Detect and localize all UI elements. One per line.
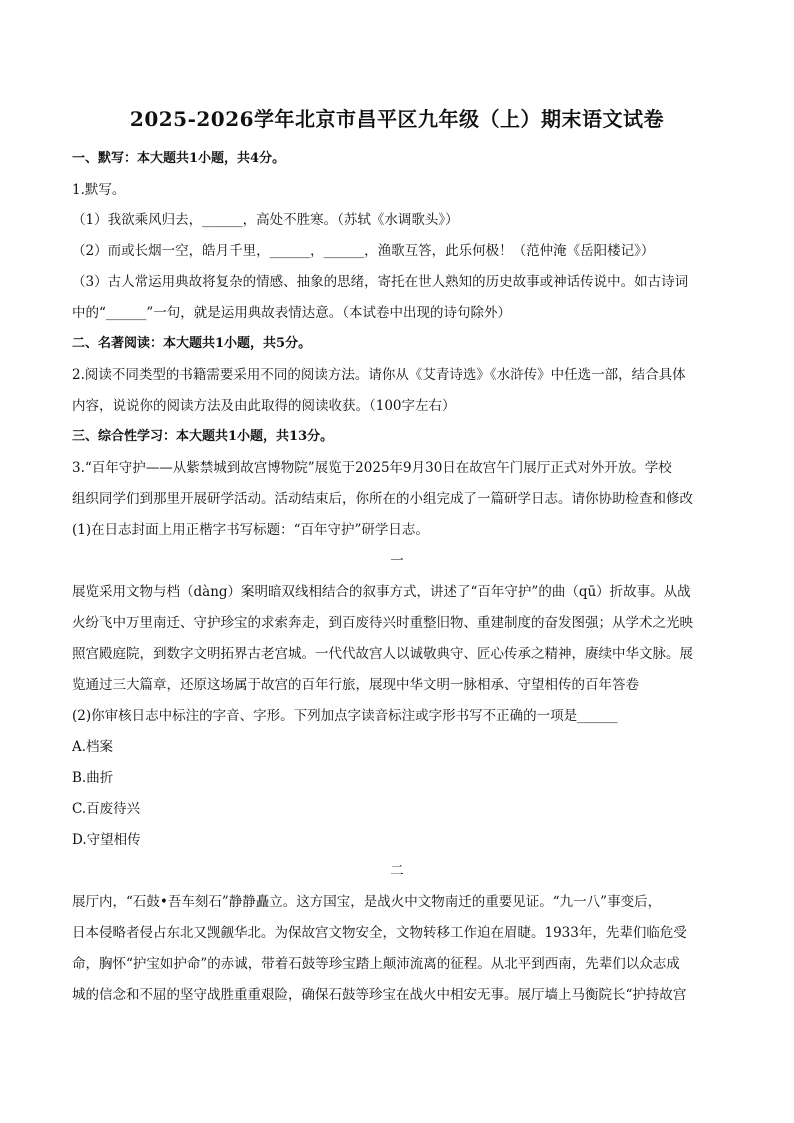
passage-paragraph-line: 照宫殿庭院，到数字文明拓界古老宫城。一代代故宫人以诚敬典守、匠心传承之精神，赓续中华文脉。展 [72, 646, 693, 662]
option-a: A.档案 [72, 739, 114, 755]
page-title: 2025-2026学年北京市昌平区九年级（上）期末语文试卷 [129, 107, 665, 131]
passage-section-two-heading: 二 [390, 863, 404, 879]
question-3-stem: 3.“百年守护——从紫禁城到故宫博物院”展览于2025年9月30日在故宫午门展厅正式对外开放。学校 [72, 460, 672, 476]
passage-paragraph-line: 展厅内，“石鼓•吾车刻石”静静矗立。这方国宝，是战火中文物南迁的重要见证。“九一八”事变后， [72, 894, 662, 910]
passage-section-one-heading: 一 [390, 553, 404, 569]
section-heading-3: 三、综合性学习：本大题共1小题，共13分。 [72, 429, 334, 444]
option-b: B.曲折 [72, 770, 114, 786]
section-heading-1: 一、默写：本大题共1小题，共4分。 [72, 151, 286, 166]
option-d: D.守望相传 [72, 832, 141, 848]
question-1-part-1: （1）我欲乘风归去，______，高处不胜寒。（苏轼《水调歌头》） [72, 212, 459, 228]
question-2-stem: 2.阅读不同类型的书籍需要采用不同的阅读方法。请你从《艾青诗选》《水浒传》中任选一部，结合具体 [72, 367, 686, 383]
question-3-part-1: (1)在日志封面上用正楷字书写标题：“百年守护”研学日志。 [72, 522, 429, 538]
passage-paragraph-line: 览通过三大篇章，还原这场属于故宫的百年行旅，展现中华文明一脉相承、守望相传的百年答卷 [72, 677, 639, 693]
passage-paragraph-line: 火纷飞中万里南迁、守护珍宝的求索奔走，到百废待兴时重整旧物、重建制度的奋发图强；从学术之光映 [72, 615, 693, 631]
passage-paragraph-line: 日本侵略者侵占东北又觊觎华北。为保故宫文物安全，文物转移工作迫在眉睫。1933年，先辈们临危受 [72, 925, 687, 941]
question-2-stem-cont: 内容，说说你的阅读方法及由此取得的阅读收获。（100字左右） [72, 398, 456, 414]
section-heading-2: 二、名著阅读：本大题共1小题，共5分。 [72, 336, 312, 351]
question-1-part-3-cont: 中的“______”一句，就是运用典故表情达意。（本试卷中出现的诗句除外） [72, 305, 512, 321]
question-1-part-3: （3）古人常运用典故将复杂的情感、抽象的思绪，寄托在世人熟知的历史故事或神话传说中。如古诗词 [72, 274, 689, 290]
option-c: C.百废待兴 [72, 801, 141, 817]
passage-paragraph-line: 展览采用文物与档（dàng）案明暗双线相结合的叙事方式，讲述了“百年守护”的曲（qū）折故事。从战 [72, 584, 691, 600]
passage-paragraph-line: 城的信念和不屈的坚守战胜重重艰险，确保石鼓等珍宝在战火中相安无事。展厅墙上马衡院长“护持故宫 [72, 987, 687, 1003]
question-1-part-2: （2）而或长烟一空，皓月千里，______，______，渔歌互答，此乐何极！（范仲淹《岳阳楼记》） [72, 243, 655, 259]
passage-paragraph-line: 命，胸怀“护宝如护命”的赤诚，带着石鼓等珍宝踏上颠沛流离的征程。从北平到西南，先辈们以众志成 [72, 956, 680, 972]
question-3-part-2: (2)你审核日志中标注的字音、字形。下列加点字读音标注或字形书写不正确的一项是______ [72, 708, 618, 724]
question-3-stem-cont: 组织同学们到那里开展研学活动。活动结束后，你所在的小组完成了一篇研学日志。请你协助检查和修改 [72, 491, 693, 507]
question-1-stem: 1.默写。 [72, 182, 126, 198]
